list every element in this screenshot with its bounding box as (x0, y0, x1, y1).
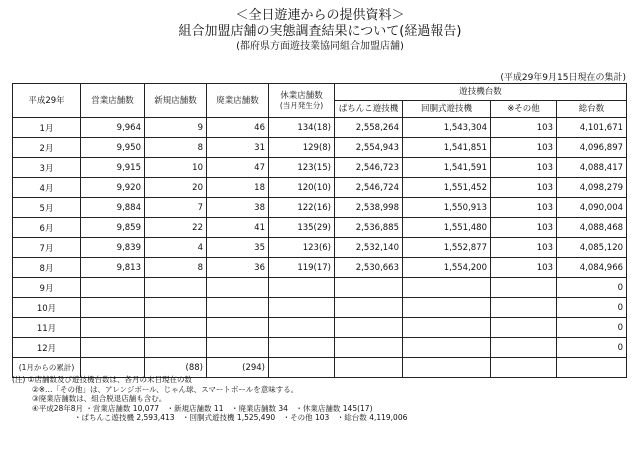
other-cell (491, 338, 557, 358)
pachinko-cell: 2,538,998 (335, 198, 403, 218)
closed-cell: 47 (207, 158, 269, 178)
operating-cell: 9,964 (81, 118, 145, 138)
pachinko-cell: 2,546,723 (335, 158, 403, 178)
closed-cell (207, 318, 269, 338)
closed-cell (207, 338, 269, 358)
closed-cell: 46 (207, 118, 269, 138)
note-2: ②※…「その他」は、アレンジボール、じゃん球、スマートボールを意味する。 (32, 384, 299, 394)
slot-cell (403, 318, 491, 338)
month-cell: 3月 (13, 158, 81, 178)
new-cell (145, 298, 207, 318)
header-suspended (269, 84, 335, 118)
slot-cell: 1,541,851 (403, 138, 491, 158)
table-row (13, 298, 627, 318)
month-cell: 9月 (13, 278, 81, 298)
month-cell: 10月 (13, 298, 81, 318)
suspended-cell (269, 338, 335, 358)
table-row (13, 138, 627, 158)
cumulative-closed: (294) (207, 358, 269, 378)
suspended-cell (269, 318, 335, 338)
table-row (13, 278, 627, 298)
pachinko-cell: 2,546,724 (335, 178, 403, 198)
slot-cell (403, 298, 491, 318)
new-cell: 8 (145, 138, 207, 158)
total-cell: 4,090,004 (557, 198, 627, 218)
header-period: 平成29年 (13, 84, 81, 118)
other-cell: 103 (491, 158, 557, 178)
new-cell (145, 318, 207, 338)
suspended-cell: 122(16) (269, 198, 335, 218)
document-header (0, 8, 640, 53)
suspended-cell (269, 298, 335, 318)
suspended-cell: 120(10) (269, 178, 335, 198)
month-cell: 11月 (13, 318, 81, 338)
operating-cell (81, 338, 145, 358)
footnotes (12, 375, 632, 423)
other-cell: 103 (491, 198, 557, 218)
new-cell: 10 (145, 158, 207, 178)
header-suspended-sub: (当月発生分) (279, 100, 324, 110)
header-suspended-label: 休業店舗数 (280, 90, 323, 101)
new-cell: 7 (145, 198, 207, 218)
new-cell: 9 (145, 118, 207, 138)
month-cell: 1月 (13, 118, 81, 138)
note-5: ・ぱちんこ遊技機 2,593,413 ・回胴式遊技機 1,525,490 ・その他 103 ・総台数 4,119,006 (74, 413, 408, 422)
operating-cell: 9,839 (81, 238, 145, 258)
slot-cell: 1,550,913 (403, 198, 491, 218)
table-row (13, 318, 627, 338)
new-cell: 4 (145, 238, 207, 258)
slot-cell: 1,551,452 (403, 178, 491, 198)
total-cell: 4,098,279 (557, 178, 627, 198)
pachinko-cell: 2,530,663 (335, 258, 403, 278)
survey-table (12, 83, 627, 378)
operating-cell: 9,813 (81, 258, 145, 278)
report-title: 組合加盟店舗の実態調査結果について(経過報告) (178, 24, 462, 39)
slot-cell: 1,551,480 (403, 218, 491, 238)
header-pachinko: ぱちんこ遊技機 (335, 101, 403, 118)
slot-cell: 1,552,877 (403, 238, 491, 258)
pachinko-cell: 2,532,140 (335, 238, 403, 258)
table-row (13, 338, 627, 358)
total-cell: 4,088,468 (557, 218, 627, 238)
suspended-cell: 119(17) (269, 258, 335, 278)
closed-cell: 36 (207, 258, 269, 278)
suspended-cell: 129(8) (269, 138, 335, 158)
operating-cell: 9,915 (81, 158, 145, 178)
other-cell: 103 (491, 118, 557, 138)
month-cell: 4月 (13, 178, 81, 198)
other-cell (491, 298, 557, 318)
total-cell: 4,085,120 (557, 238, 627, 258)
other-cell (491, 318, 557, 338)
closed-cell (207, 278, 269, 298)
slot-cell (403, 338, 491, 358)
table-row (13, 238, 627, 258)
total-cell: 4,101,671 (557, 118, 627, 138)
operating-cell: 9,884 (81, 198, 145, 218)
table-row (13, 198, 627, 218)
pachinko-cell (335, 278, 403, 298)
closed-cell: 38 (207, 198, 269, 218)
table-row (13, 258, 627, 278)
table-row (13, 178, 627, 198)
suspended-cell (269, 278, 335, 298)
pachinko-cell (335, 318, 403, 338)
header-machines: 遊技機台数 (335, 84, 627, 101)
operating-cell (81, 318, 145, 338)
total-cell: 4,096,897 (557, 138, 627, 158)
total-cell: 0 (557, 318, 627, 338)
new-cell: 22 (145, 218, 207, 238)
new-cell: 20 (145, 178, 207, 198)
table-row (13, 118, 627, 138)
header-new: 新規店舗数 (145, 84, 207, 118)
operating-cell: 9,920 (81, 178, 145, 198)
closed-cell: 31 (207, 138, 269, 158)
as-of-date: (平成29年9月15日現在の集計) (500, 73, 626, 83)
suspended-cell: 135(29) (269, 218, 335, 238)
slot-cell: 1,543,304 (403, 118, 491, 138)
slot-cell (403, 278, 491, 298)
pachinko-cell (335, 298, 403, 318)
header-total: 総台数 (557, 101, 627, 118)
header-other: ※その他 (491, 101, 557, 118)
slot-cell: 1,554,200 (403, 258, 491, 278)
table-body (13, 118, 627, 358)
closed-cell (207, 298, 269, 318)
cumulative-new: (88) (145, 358, 207, 378)
suspended-cell: 134(18) (269, 118, 335, 138)
total-cell: 0 (557, 278, 627, 298)
note-4: ④平成28年8月 ・営業店舗数 10,077 ・新規店舗数 11 ・廃業店舗数 34 ・休業店舗数 145(17) (32, 403, 373, 413)
month-cell: 7月 (13, 238, 81, 258)
suspended-cell: 123(15) (269, 158, 335, 178)
pachinko-cell (335, 338, 403, 358)
cumulative-label: (1月からの累計) (13, 358, 81, 378)
pachinko-cell: 2,558,264 (335, 118, 403, 138)
new-cell: 8 (145, 258, 207, 278)
other-cell (491, 278, 557, 298)
new-cell (145, 278, 207, 298)
new-cell (145, 338, 207, 358)
operating-cell: 9,950 (81, 138, 145, 158)
closed-cell: 18 (207, 178, 269, 198)
total-cell: 4,088,417 (557, 158, 627, 178)
report-subtitle: (都府県方面遊技業協同組合加盟店舗) (236, 41, 404, 52)
table-row (13, 218, 627, 238)
operating-cell (81, 278, 145, 298)
header-operating: 営業店舗数 (81, 84, 145, 118)
note-1: (注) ①店舗数及び遊技機台数は、各月の末日現在の数 (12, 375, 192, 384)
month-cell: 2月 (13, 138, 81, 158)
total-cell: 0 (557, 298, 627, 318)
month-cell: 8月 (13, 258, 81, 278)
other-cell: 103 (491, 218, 557, 238)
table-row (13, 158, 627, 178)
month-cell: 12月 (13, 338, 81, 358)
total-cell: 4,084,966 (557, 258, 627, 278)
operating-cell (81, 298, 145, 318)
other-cell: 103 (491, 238, 557, 258)
other-cell: 103 (491, 178, 557, 198)
header-closed: 廃業店舗数 (207, 84, 269, 118)
slot-cell: 1,541,591 (403, 158, 491, 178)
closed-cell: 41 (207, 218, 269, 238)
suspended-cell: 123(6) (269, 238, 335, 258)
operating-cell: 9,859 (81, 218, 145, 238)
month-cell: 5月 (13, 198, 81, 218)
header-slot: 回胴式遊技機 (403, 101, 491, 118)
closed-cell: 35 (207, 238, 269, 258)
pachinko-cell: 2,536,885 (335, 218, 403, 238)
note-3: ③廃業店舗数は、組合脱退店舗も含む。 (32, 394, 167, 403)
other-cell: 103 (491, 258, 557, 278)
source-title: ＜全日遊連からの提供資料＞ (235, 8, 405, 23)
pachinko-cell: 2,554,943 (335, 138, 403, 158)
month-cell: 6月 (13, 218, 81, 238)
other-cell: 103 (491, 138, 557, 158)
total-cell: 0 (557, 338, 627, 358)
